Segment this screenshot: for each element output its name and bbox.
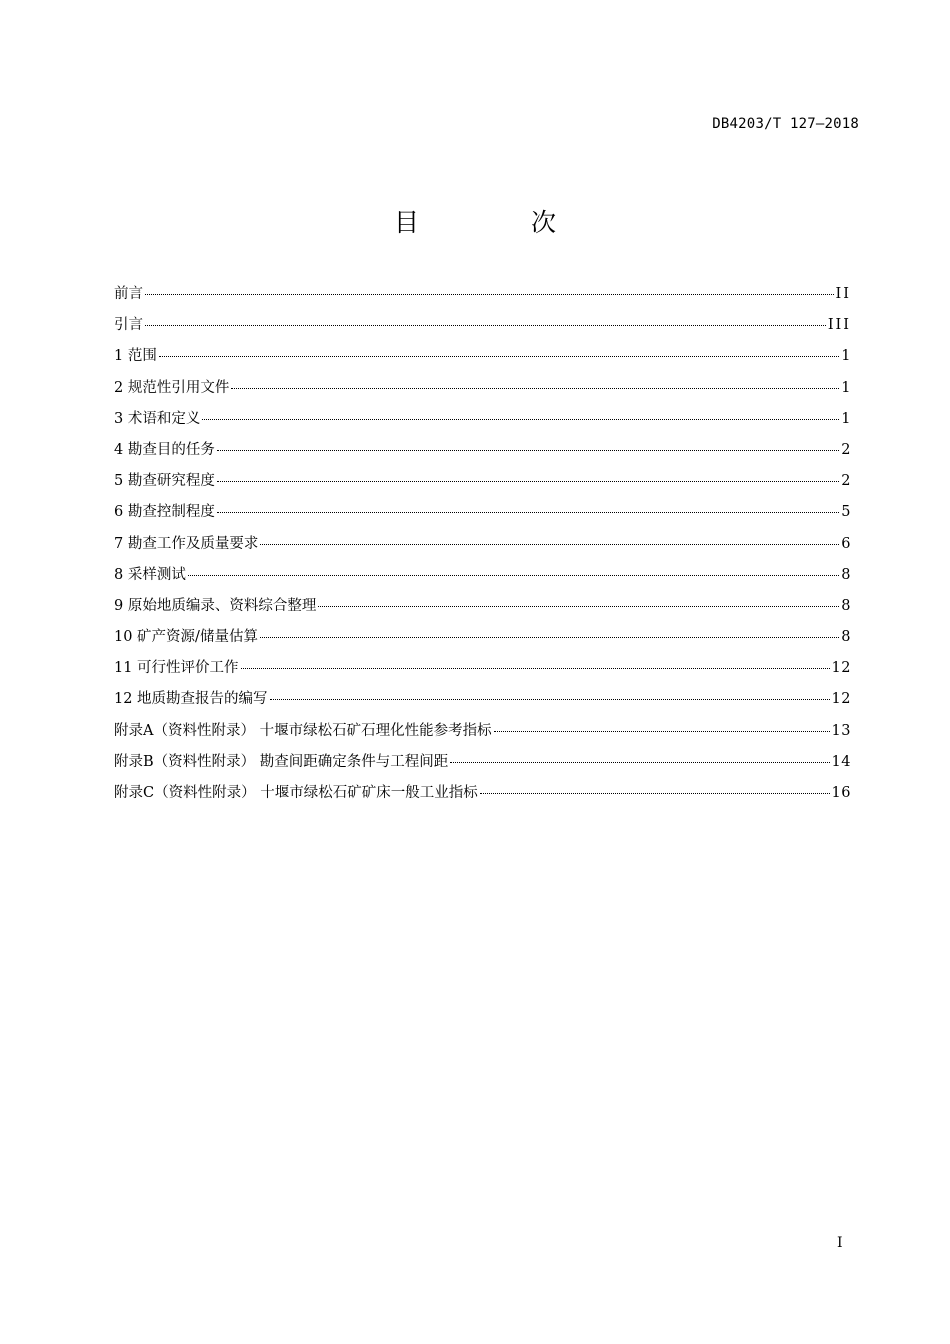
toc-entry-page: II bbox=[835, 286, 851, 302]
toc-entry-label: 6 勘查控制程度 bbox=[114, 504, 215, 521]
toc-entry-appendix-c[interactable] bbox=[114, 781, 851, 812]
toc-entry-8[interactable] bbox=[114, 563, 851, 594]
toc-entry-page: 12 bbox=[831, 691, 851, 708]
dot-leader bbox=[241, 668, 830, 669]
toc-entry-label: 11 可行性评价工作 bbox=[114, 660, 239, 677]
toc-entry-label: 引言 bbox=[114, 317, 143, 334]
dot-leader bbox=[217, 512, 839, 513]
toc-entry-page: 2 bbox=[841, 441, 851, 458]
toc-entry-label: 12 地质勘查报告的编写 bbox=[114, 691, 268, 708]
toc-entry-4[interactable] bbox=[114, 438, 851, 469]
dot-leader bbox=[260, 544, 839, 545]
toc-entry-label: 4 勘查目的任务 bbox=[114, 441, 215, 458]
toc-entry-page: 1 bbox=[841, 379, 851, 396]
toc-entry-12[interactable] bbox=[114, 687, 851, 718]
page-number: I bbox=[837, 1235, 843, 1251]
dot-leader bbox=[217, 481, 839, 482]
toc-entry-introduction[interactable] bbox=[114, 313, 851, 344]
toc-entry-5[interactable] bbox=[114, 469, 851, 500]
standard-code: DB4203/T 127—2018 bbox=[712, 116, 859, 132]
toc-entry-page: 2 bbox=[841, 473, 851, 490]
toc-entry-2[interactable] bbox=[114, 376, 851, 407]
dot-leader bbox=[494, 731, 830, 732]
dot-leader bbox=[480, 793, 830, 794]
toc-entry-label: 7 勘查工作及质量要求 bbox=[114, 535, 259, 552]
dot-leader bbox=[159, 356, 839, 357]
toc-entry-page: 14 bbox=[831, 753, 851, 770]
toc-entry-appendix-b[interactable] bbox=[114, 750, 851, 781]
dot-leader bbox=[231, 388, 839, 389]
toc-entry-9[interactable] bbox=[114, 594, 851, 625]
toc-entry-page: 6 bbox=[841, 535, 851, 552]
dot-leader bbox=[188, 575, 839, 576]
toc-entry-1[interactable] bbox=[114, 344, 851, 375]
dot-leader bbox=[260, 637, 839, 638]
toc-entry-11[interactable] bbox=[114, 656, 851, 687]
dot-leader bbox=[145, 325, 826, 326]
toc-entry-label: 3 术语和定义 bbox=[114, 410, 201, 427]
toc-entry-7[interactable] bbox=[114, 532, 851, 563]
toc-entry-label: 10 矿产资源/储量估算 bbox=[114, 629, 258, 646]
toc-entry-3[interactable] bbox=[114, 407, 851, 438]
toc-entry-label: 1 范围 bbox=[114, 348, 157, 365]
toc-entry-label: 2 规范性引用文件 bbox=[114, 379, 230, 396]
toc-entry-page: 8 bbox=[841, 566, 851, 583]
dot-leader bbox=[217, 450, 839, 451]
toc-entry-6[interactable] bbox=[114, 500, 851, 531]
table-of-contents bbox=[114, 282, 851, 812]
toc-entry-page: 1 bbox=[841, 410, 851, 427]
toc-entry-page: 5 bbox=[841, 504, 851, 521]
toc-entry-label: 5 勘查研究程度 bbox=[114, 473, 215, 490]
toc-entry-label: 9 原始地质编录、资料综合整理 bbox=[114, 597, 317, 614]
toc-entry-page: 16 bbox=[831, 785, 851, 801]
toc-entry-label: 8 采样测试 bbox=[114, 566, 186, 583]
dot-leader bbox=[145, 294, 834, 295]
dot-leader bbox=[450, 762, 829, 763]
toc-entry-label: 附录B（资料性附录） 勘查间距确定条件与工程间距 bbox=[114, 753, 449, 770]
dot-leader bbox=[318, 606, 839, 607]
toc-entry-label: 附录C（资料性附录） 十堰市绿松石矿矿床一般工业指标 bbox=[114, 785, 478, 801]
toc-title: 目 次 bbox=[394, 208, 608, 237]
dot-leader bbox=[202, 419, 839, 420]
toc-entry-page: 12 bbox=[831, 660, 851, 677]
dot-leader bbox=[270, 699, 830, 700]
toc-entry-page: 1 bbox=[841, 348, 851, 365]
toc-entry-label: 附录A（资料性附录） 十堰市绿松石矿石理化性能参考指标 bbox=[114, 722, 492, 739]
toc-entry-appendix-a[interactable] bbox=[114, 719, 851, 750]
toc-entry-foreword[interactable] bbox=[114, 282, 851, 313]
toc-entry-label: 前言 bbox=[114, 286, 143, 302]
toc-entry-10[interactable] bbox=[114, 625, 851, 656]
toc-entry-page: 8 bbox=[841, 597, 851, 614]
toc-entry-page: 8 bbox=[841, 629, 851, 646]
toc-entry-page: III bbox=[827, 317, 851, 334]
toc-entry-page: 13 bbox=[831, 722, 851, 739]
